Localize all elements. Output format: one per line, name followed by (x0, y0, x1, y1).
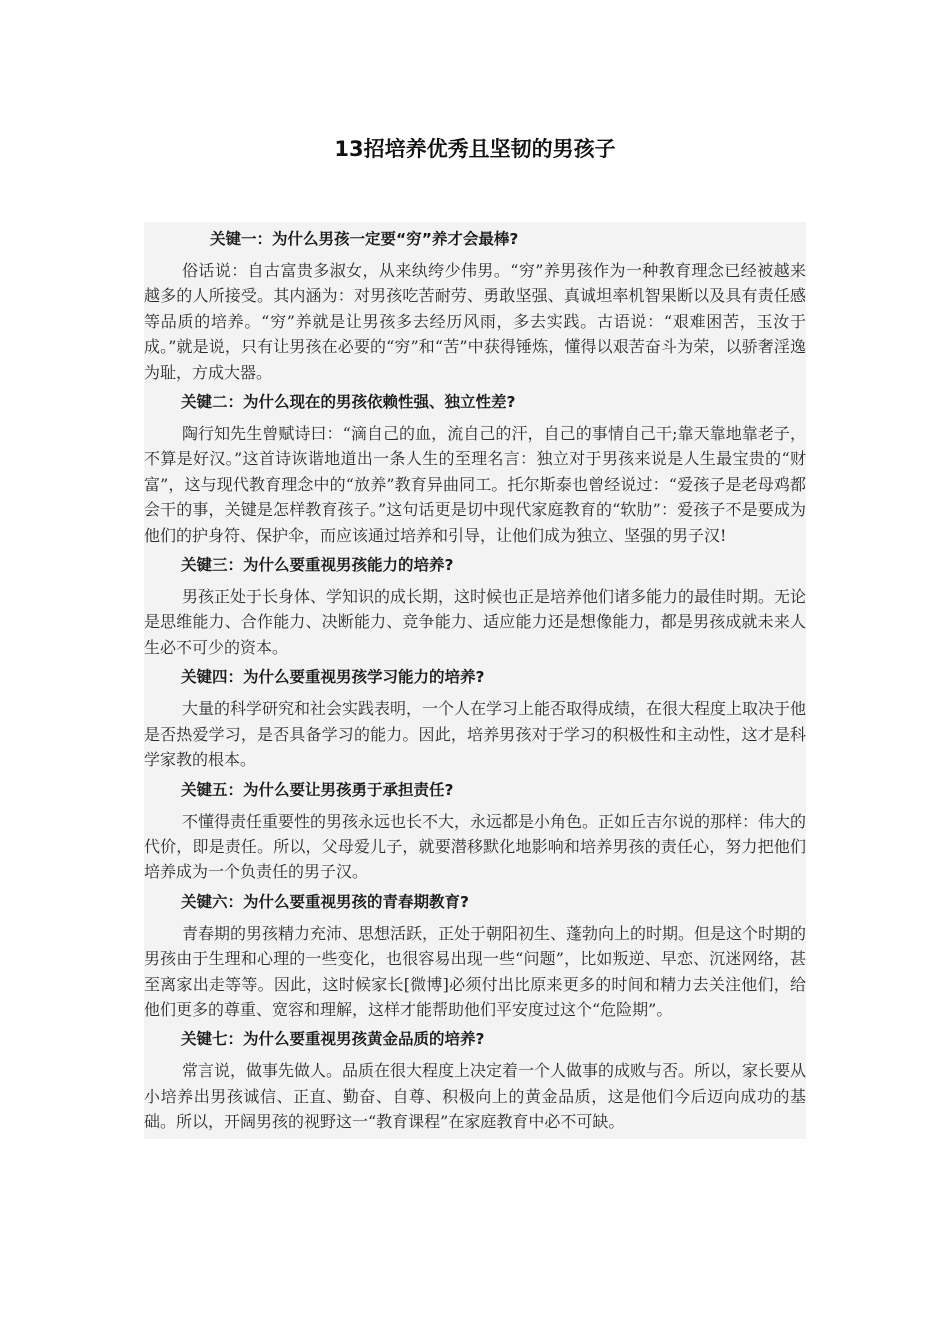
section-heading-6: 关键六：为什么要重视男孩的青春期教育? (181, 892, 469, 911)
section-body-3: 男孩正处于长身体、学知识的成长期，这时候也正是培养他们诸多能力的最佳时期。无论是思维能力、合作能力、决断能力、竞争能力、适应能力还是想像能力，都是男孩成就未来人生必不可少的资本。 (144, 587, 807, 657)
section-body-4: 大量的科学研究和社会实践表明，一个人在学习上能否取得成绩，在很大程度上取决于他是否热爱学习，是否具备学习的能力。因此，培养男孩对于学习的积极性和主动性，这才是科学家教的根本。 (144, 699, 807, 770)
document-title: 13招培养优秀且坚韧的男孩子 (334, 137, 616, 161)
section-heading-7: 关键七：为什么要重视男孩黄金品质的培养? (181, 1030, 485, 1049)
article-body (144, 222, 806, 1139)
section-body-2: 陶行知先生曾赋诗曰：“滴自己的血，流自己的汗，自己的事情自己干;靠天靠地靠老子，不算是好汉。”这首诗诙谐地道出一条人生的至理名言：独立对于男孩来说是人生最宝贵的“财富”，这与现代教育理念中的“放养”教育异曲同工。托尔斯泰也曾经说过：“爱孩子是老母鸡都会干的事，关键是怎样教育孩子。”这句话更是切中现代家庭教育的“软肋”：爱孩子不是要成为他们的护身符、保护伞，而应该通过培养和引导，让他们成为独立、坚强的男子汉! (144, 424, 806, 545)
section-body-7: 常言说，做事先做人。品质在很大程度上决定着一个人做事的成败与否。所以，家长要从小培养出男孩诚信、正直、勤奋、自尊、积极向上的黄金品质，这是他们今后迈向成功的基础。所以，开阔男孩的视野这一“教育课程”在家庭教育中必不可缺。 (144, 1061, 807, 1132)
section-heading-2: 关键二：为什么现在的男孩依赖性强、独立性差? (181, 393, 516, 412)
section-body-6: 青春期的男孩精力充沛、思想活跃，正处于朝阳初生、蓬勃向上的时期。但是这个时期的男孩由于生理和心理的一些变化，也很容易出现一些“问题”，比如叛逆、早恋、沉迷网络，甚至离家出走等等。因此，这时候家长[微博]必须付出比原来更多的时间和精力去关注他们，给他们更多的尊重、宽容和理解，这样才能帮助他们平安度过这个“危险期”。 (144, 923, 807, 1019)
section-body-5: 不懂得责任重要性的男孩永远也长不大，永远都是小角色。正如丘吉尔说的那样：伟大的代价，即是责任。所以，父母爱儿子，就要潜移默化地影响和培养男孩的责任心，努力把他们培养成为一个负责任的男子汉。 (144, 811, 807, 882)
section-body-1: 俗话说：自古富贵多淑女，从来纨绔少伟男。“穷”养男孩作为一种教育理念已经被越来越多的人所接受。其内涵为：对男孩吃苦耐劳、勇敢坚强、真诚坦率机智果断以及具有责任感等品质的培养。“穷”养就是让男孩多去经历风雨，多去实践。古语说：“艰难困苦，玉汝于成。”就是说，只有让男孩在必要的“穷”和“苦”中获得锤炼，懂得以艰苦奋斗为荣，以骄奢淫逸为耻，方成大器。 (144, 261, 806, 382)
section-heading-4: 关键四：为什么要重视男孩学习能力的培养? (181, 668, 485, 687)
section-heading-3: 关键三：为什么要重视男孩能力的培养? (181, 556, 454, 575)
section-heading-1: 关键一：为什么男孩一定要“穷”养才会最棒? (210, 230, 519, 248)
section-heading-5: 关键五：为什么要让男孩勇于承担责任? (181, 780, 454, 799)
